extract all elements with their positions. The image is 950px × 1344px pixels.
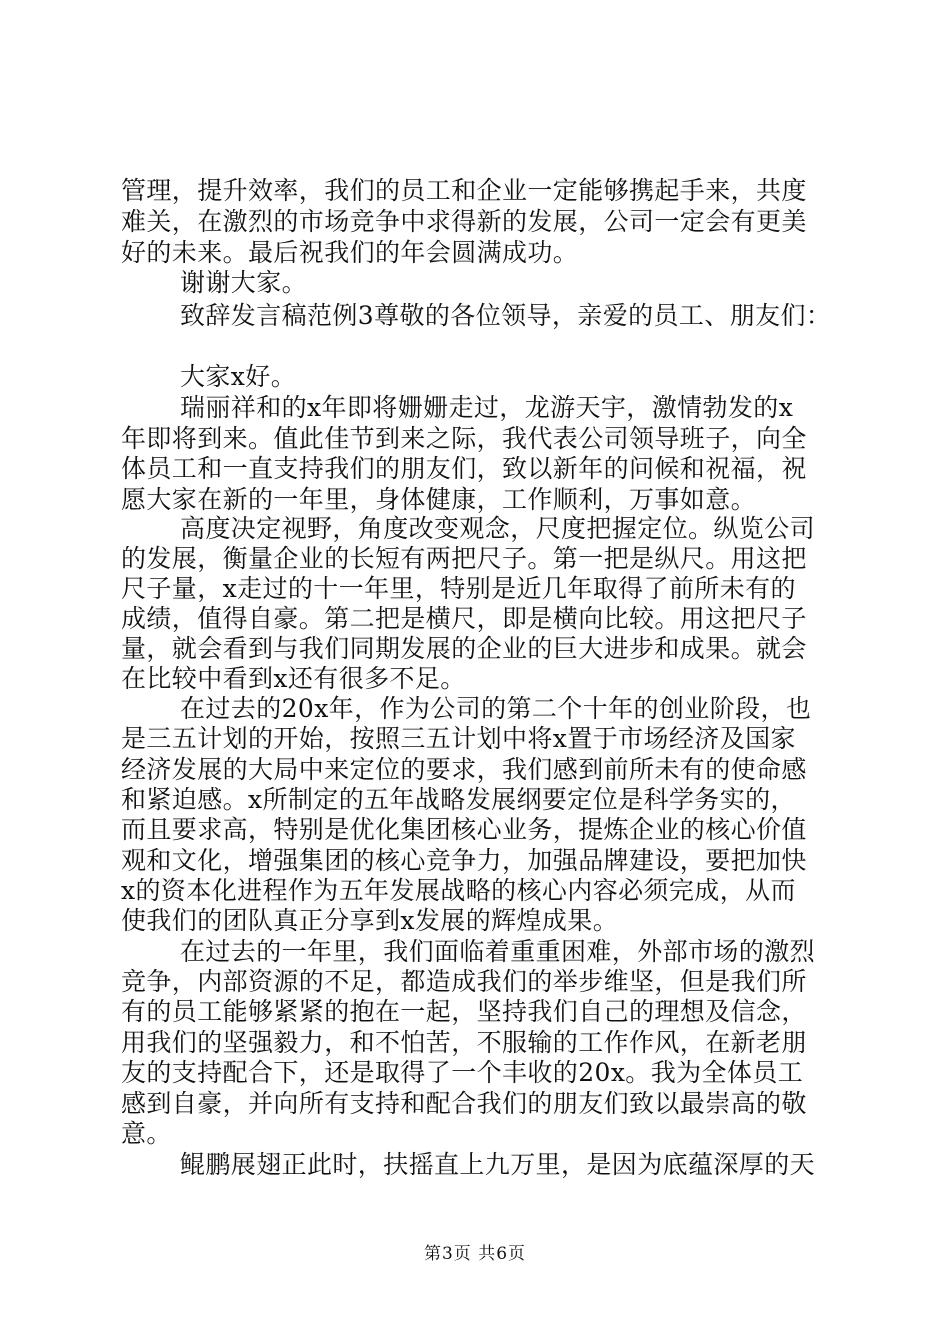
text-line: 年即将到来。值此佳节到来之际，我代表公司领导班子，向全 [121, 424, 807, 453]
text-line: 愿大家在新的一年里，身体健康，工作顺利，万事如意。 [121, 485, 757, 514]
text-line: 而且要求高，特别是优化集团核心业务，提炼企业的核心价值 [121, 815, 807, 844]
text-line: 使我们的团队真正分享到x发展的辉煌成果。 [121, 906, 619, 935]
text-line: 量，就会看到与我们同期发展的企业的巨大进步和成果。就会 [121, 634, 807, 663]
text-line: 感到自豪，并向所有支持和配合我们的朋友们致以最崇高的敬 [121, 1089, 807, 1118]
text-line: 观和文化，增强集团的核心竞争力，加强品牌建设，要把加快 [121, 846, 807, 875]
text-line: 竞争，内部资源的不足，都造成我们的举步维坚，但是我们所 [121, 967, 807, 996]
text-line: 在过去的一年里，我们面临着重重困难，外部市场的激烈 [180, 937, 816, 966]
text-line: 尺子量，x走过的十一年里，特别是近几年取得了前所未有的 [121, 574, 796, 603]
text-line: 高度决定视野，角度改变观念，尺度把握定位。纵览公司 [180, 514, 816, 543]
text-line: 的发展，衡量企业的长短有两把尺子。第一把是纵尺。用这把 [121, 544, 807, 573]
text-line: 在比较中看到x还有很多不足。 [121, 664, 466, 693]
text-line: 好的未来。最后祝我们的年会圆满成功。 [121, 238, 579, 267]
text-line: 大家x好。 [180, 362, 297, 391]
text-line: 瑞丽祥和的x年即将姗姗走过，龙游天宇，激情勃发的x [180, 393, 794, 422]
text-line: 经济发展的大局中来定位的要求，我们感到前所未有的使命感 [121, 755, 807, 784]
text-line: 鲲鹏展翅正此时，扶摇直上九万里，是因为底蕴深厚的天 [180, 1150, 816, 1179]
text-line: 在过去的20x年，作为公司的第二个十年的创业阶段，也 [180, 694, 812, 723]
text-line: 意。 [121, 1119, 172, 1148]
text-line: 是三五计划的开始，按照三五计划中将x置于市场经济及国家 [121, 724, 796, 753]
text-line: 难关，在激烈的市场竞争中求得新的发展，公司一定会有更美 [121, 207, 807, 236]
text-line: 管理，提升效率，我们的员工和企业一定能够携起手来，共度 [121, 176, 807, 205]
text-line: 友的支持配合下，还是取得了一个丰收的20x。我为全体员工 [121, 1058, 804, 1087]
page-footer: 第3页 共6页 [423, 1244, 527, 1264]
text-line: 体员工和一直支持我们的朋友们，致以新年的问候和祝福，祝 [121, 454, 807, 483]
text-line: 用我们的坚强毅力，和不怕苦，不服输的工作作风，在新老朋 [121, 1028, 807, 1057]
text-line: 有的员工能够紧紧的抱在一起，坚持我们自己的理想及信念， [121, 997, 807, 1026]
text-line: 成绩，值得自豪。第二把是横尺，即是横向比较。用这把尺子 [121, 604, 807, 633]
text-line: x的资本化进程作为五年发展战略的核心内容必须完成，从而 [121, 876, 796, 905]
text-line: 和紧迫感。x所制定的五年战略发展纲要定位是科学务实的， [121, 785, 796, 814]
text-line: 致辞发言稿范例3尊敬的各位领导，亲爱的员工、朋友们： [180, 301, 832, 330]
text-line: 谢谢大家。 [180, 268, 308, 297]
